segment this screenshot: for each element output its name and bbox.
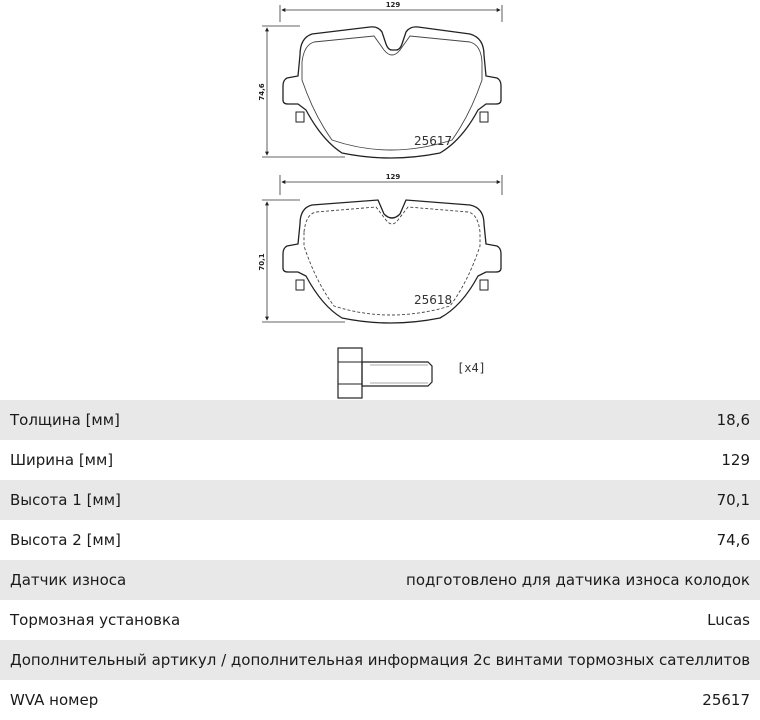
spec-value: 25617 [702, 691, 750, 709]
spec-value: 18,6 [716, 411, 750, 429]
spec-row [0, 480, 760, 520]
bolt-drawing [338, 348, 486, 398]
brake-pad-1 [258, 1, 502, 158]
spec-value: Lucas [707, 611, 750, 629]
backing-plate-outline [283, 27, 501, 158]
spec-row [0, 600, 760, 640]
friction-material-outline [302, 36, 482, 150]
retaining-tab [480, 280, 488, 290]
spec-label: Толщина [мм] [10, 411, 120, 429]
retaining-tab [296, 112, 304, 122]
specifications-table [0, 400, 760, 720]
retaining-tab [480, 112, 488, 122]
spec-row [0, 440, 760, 480]
spec-label: Высота 2 [мм] [10, 531, 121, 549]
spec-value: 70,1 [716, 491, 750, 509]
pad2-height-label: 70,1 [258, 253, 266, 271]
pad2-width-label: 129 [385, 173, 401, 181]
friction-material-outline [304, 207, 480, 315]
spec-value: с винтами тормозных сателлитов [482, 651, 751, 669]
spec-label: Ширина [мм] [10, 451, 114, 469]
bolt-quantity-label: [x4] [457, 361, 486, 375]
spec-row [0, 520, 760, 560]
bolt-head [338, 348, 362, 398]
spec-row [0, 400, 760, 440]
spec-value: 74,6 [716, 531, 750, 549]
pad1-height-label: 74,6 [258, 83, 266, 101]
spec-label: WVA номер [10, 691, 99, 709]
brake-pad-2 [258, 173, 502, 323]
backing-plate-outline [283, 200, 501, 323]
pad1-width-label: 129 [385, 1, 401, 9]
spec-label: Тормозная установка [10, 611, 181, 629]
spec-value: 129 [721, 451, 750, 469]
spec-label: Высота 1 [мм] [10, 491, 121, 509]
spec-row [0, 680, 760, 720]
bolt-shank [362, 362, 432, 386]
spec-row [0, 640, 760, 680]
retaining-tab [296, 280, 304, 290]
spec-label: Дополнительный артикул / дополнительная информация 2 [10, 651, 483, 669]
spec-row [0, 560, 760, 600]
pad1-part-number: 25617 [414, 134, 453, 148]
spec-label: Датчик износа [10, 571, 127, 589]
pad2-part-number: 25618 [414, 293, 453, 307]
spec-value: подготовлено для датчика износа колодок [406, 571, 750, 589]
